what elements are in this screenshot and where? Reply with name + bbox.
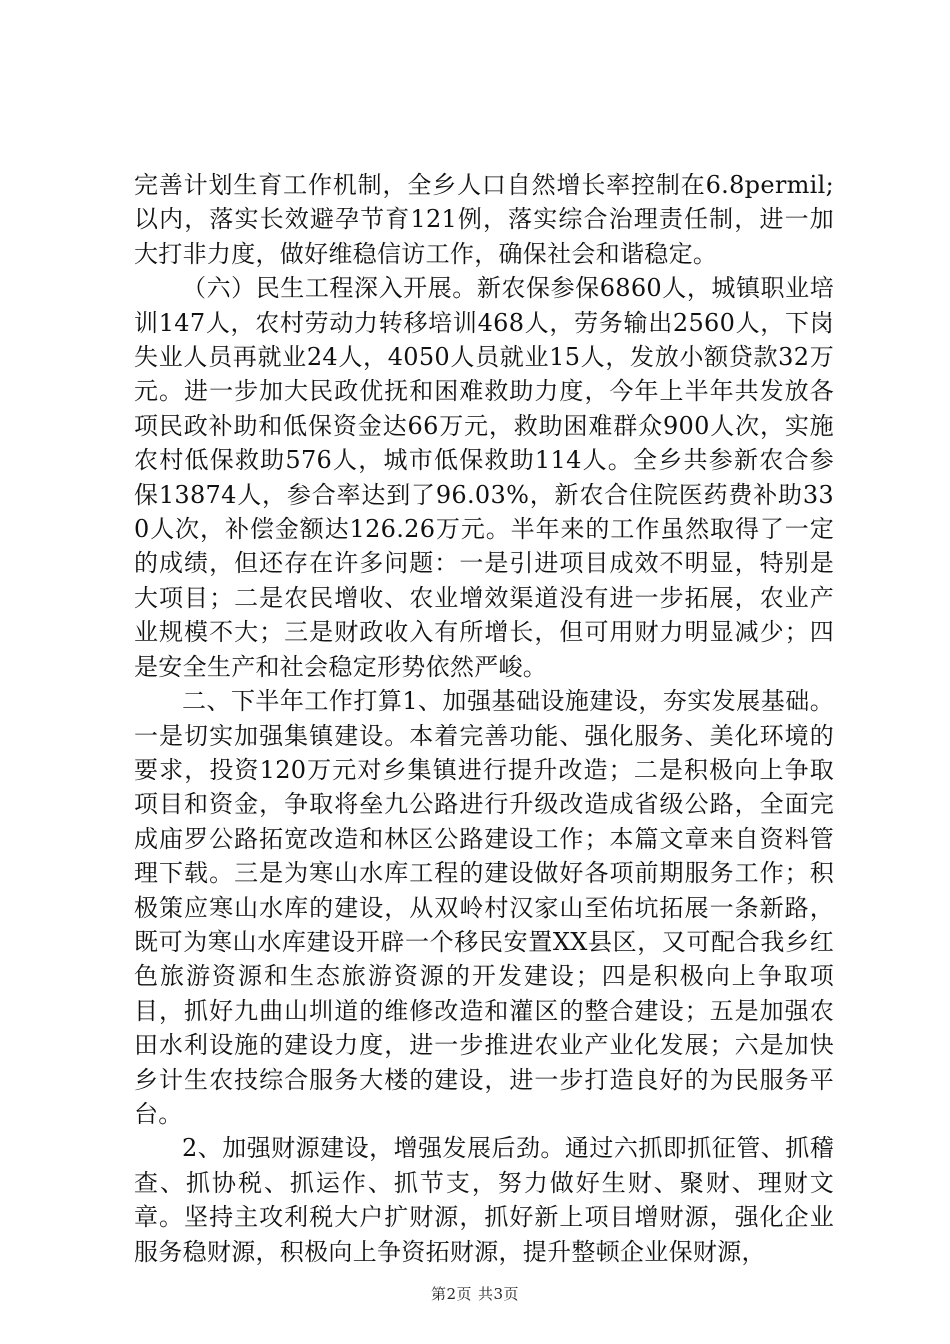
paragraph-1: 完善计划生育工作机制，全乡人口自然增长率控制在6.8permil;以内，落实长效避孕节育121例，落实综合治理责任制，进一加大打非力度，做好维稳信访工作，确保社会和谐稳定。 bbox=[134, 171, 834, 268]
page-footer bbox=[0, 1284, 950, 1304]
paragraph-3: 二、下半年工作打算1、加强基础设施建设，夯实发展基础。一是切实加强集镇建设。本着完善功能、强化服务、美化环境的要求，投资120万元对乡集镇进行提升改造；二是积极向上争取项目和资金，争取将垒九公路进行升级改造成省级公路，全面完成庙罗公路拓宽改造和林区公路建设工作；本篇文章来自资料管理下载。三是为寒山水库工程的建设做好各项前期服务工作；积极策应寒山水库的建设，从双岭村汉家山至佑坑拓展一条新路，既可为寒山水库建设开辟一个移民安置XX县区，又可配合我乡红色旅游资源和生态旅游资源的开发建设；四是积极向上争取项目，抓好九曲山圳道的维修改造和灌区的整合建设；五是加强农田水利设施的建设力度，进一步推进农业产业化发展；六是加快乡计生农技综合服务大楼的建设，进一步打造良好的为民服务平台。 bbox=[134, 687, 834, 1128]
page-number: 第2页 bbox=[430, 1285, 472, 1303]
paragraph-2: （六）民生工程深入开展。新农保参保6860人，城镇职业培训147人，农村劳动力转移培训468人，劳务输出2560人，下岗失业人员再就业24人，4050人员就业15人，发放小额贷款32万元。进一步加大民政优抚和困难救助力度，今年上半年共发放各项民政补助和低保资金达66万元，救助困难群众900人次，实施农村低保救助576人，城市低保救助114人。全乡共参新农合参保13874人，参合率达到了96.03%，新农合住院医药费补助330人次，补偿金额达126.26万元。半年来的工作虽然取得了一定的成绩，但还存在许多问题：一是引进项目成效不明显，特别是大项目；二是农民增收、农业增效渠道没有进一步拓展，农业产业规模不大；三是财政收入有所增长，但可用财力明显减少；四是安全生产和社会稳定形势依然严峻。 bbox=[134, 274, 834, 681]
paragraph-4: 2、加强财源建设，增强发展后劲。通过六抓即抓征管、抓稽查、抓协税、抓运作、抓节支，努力做好生财、聚财、理财文章。坚持主攻利税大户扩财源，抓好新上项目增财源，强化企业服务稳财源，积极向上争资拓财源，提升整顿企业保财源， bbox=[134, 1134, 834, 1266]
document-body bbox=[134, 168, 834, 1269]
page-total: 共3页 bbox=[478, 1285, 520, 1303]
